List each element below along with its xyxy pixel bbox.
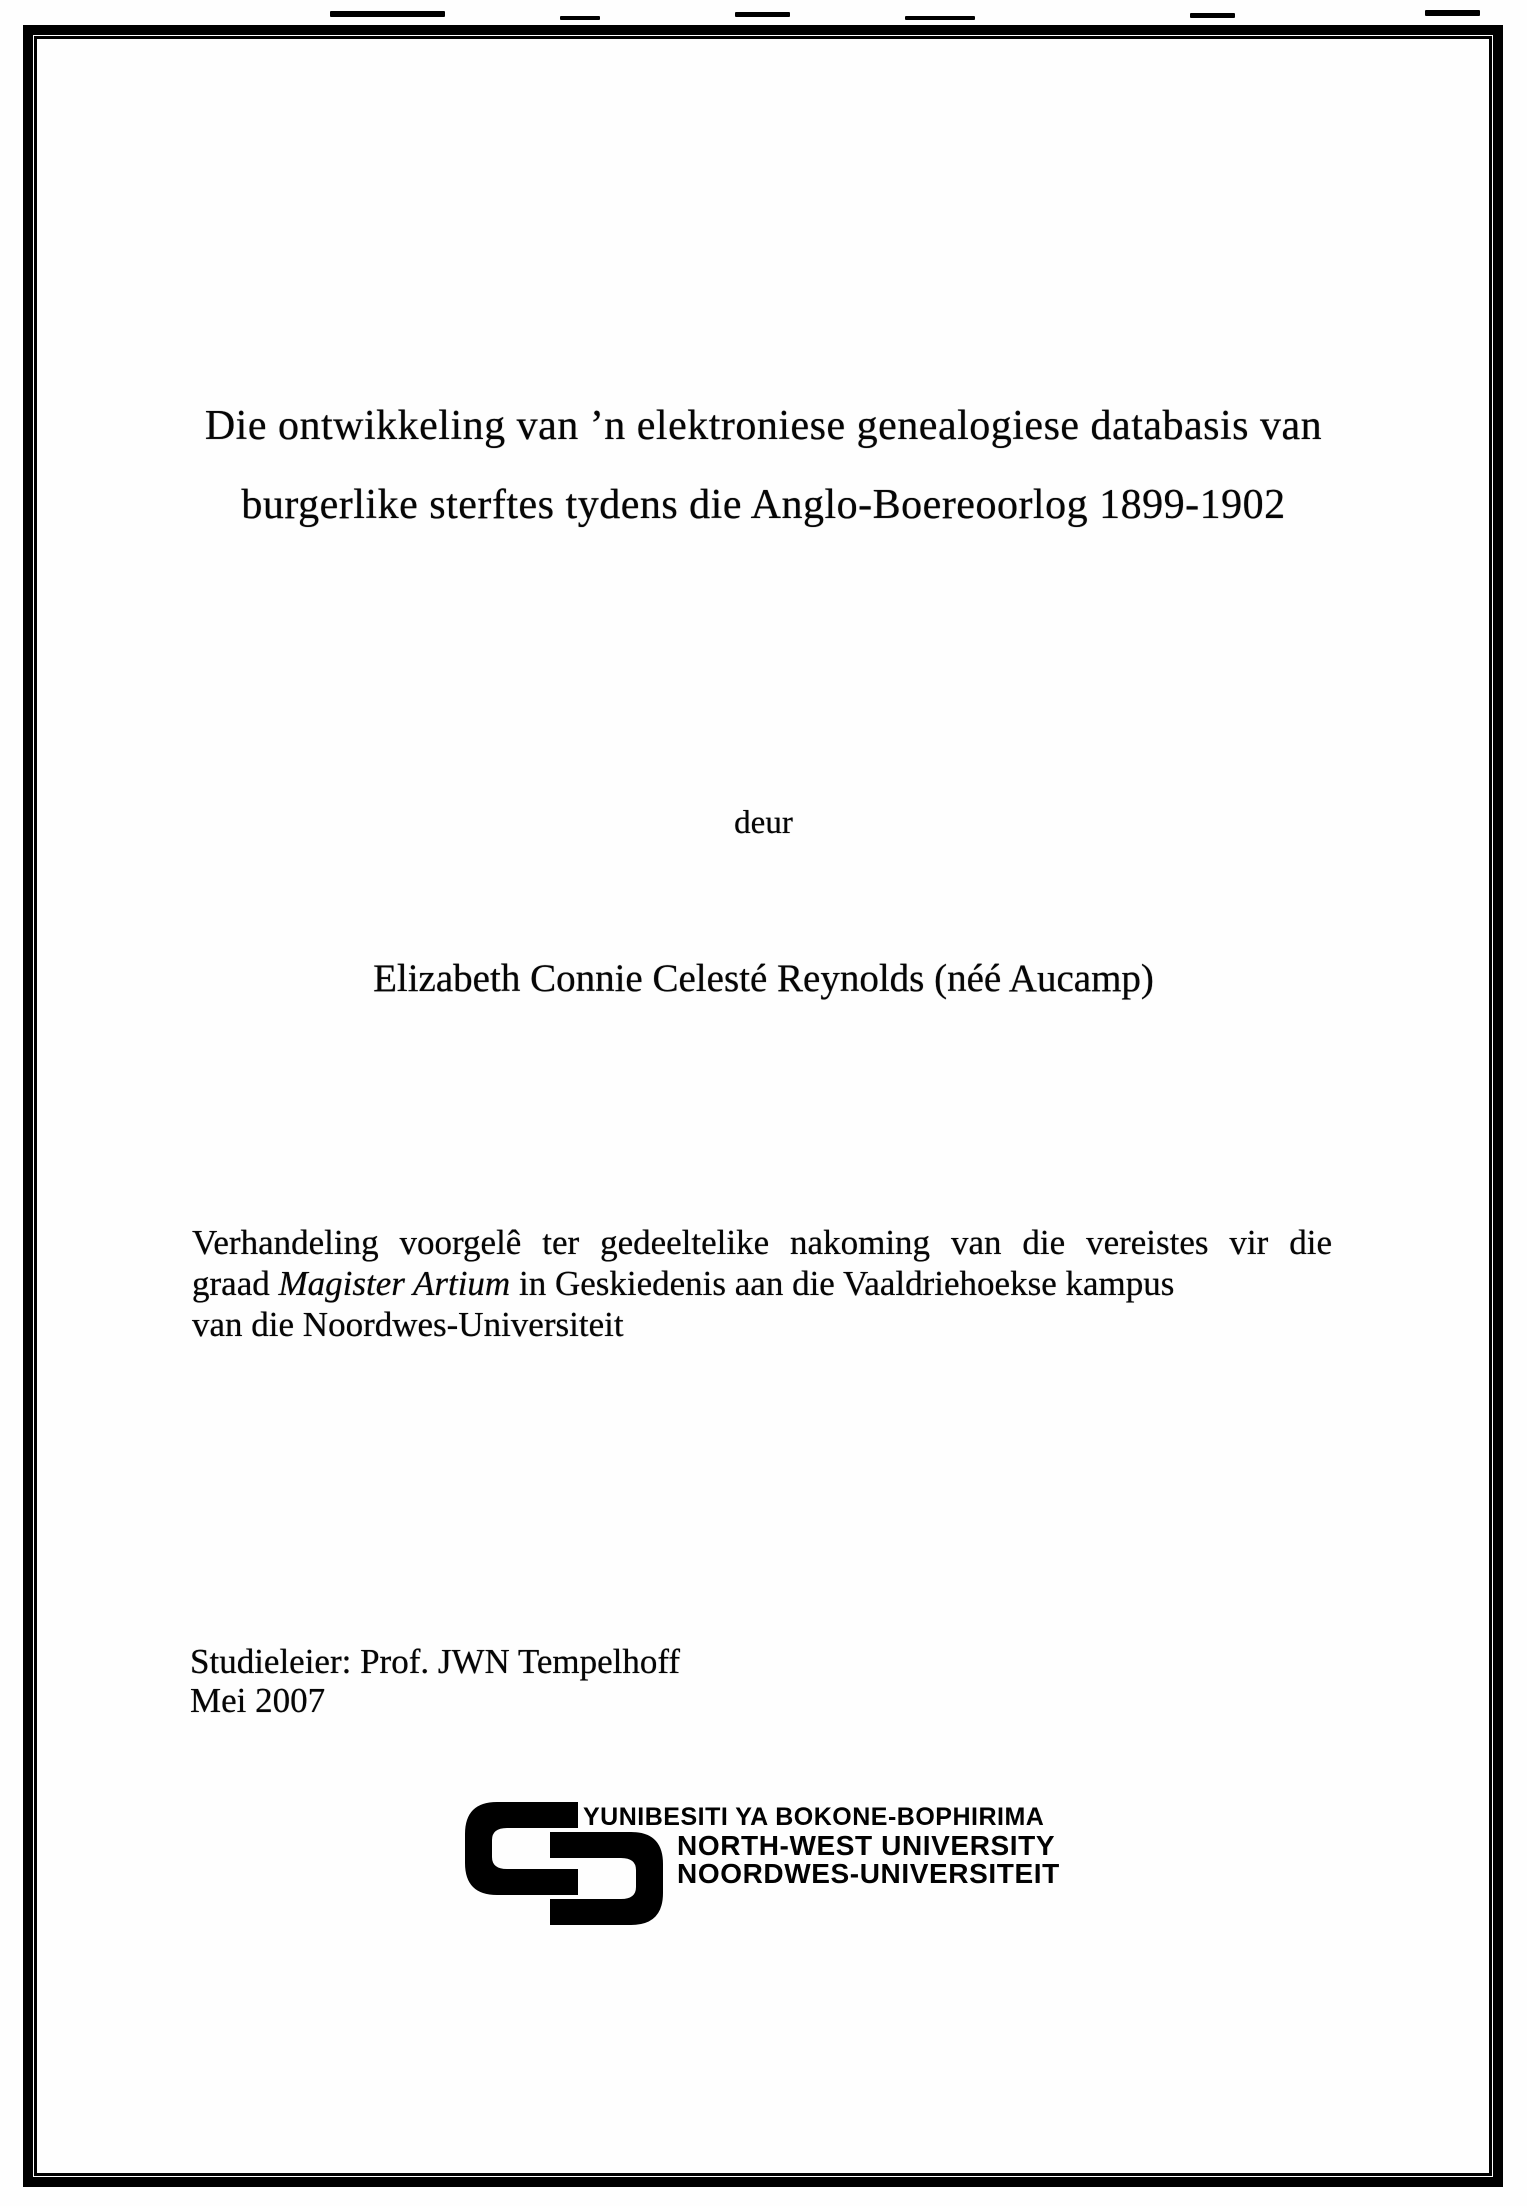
thesis-title	[0, 387, 1527, 545]
degree-statement-line2	[192, 1263, 1332, 1304]
scan-noise-mark	[560, 16, 600, 20]
scan-noise-mark	[905, 16, 975, 20]
degree-statement-line2-suffix: in Geskiedenis aan die Vaaldriehoekse kampus	[510, 1264, 1175, 1303]
logo-text-afrikaans: NOORDWES-UNIVERSITEIT	[677, 1858, 1060, 1889]
degree-statement-line1: Verhandeling voorgelê ter gedeeltelike nakoming van die vereistes vir die	[192, 1223, 1332, 1262]
scan-noise-mark	[735, 12, 790, 17]
logo-text-english: NORTH-WEST UNIVERSITY	[677, 1830, 1056, 1861]
degree-statement-line3: van die Noordwes-Universiteit	[192, 1305, 624, 1344]
university-logo-text	[583, 1802, 1060, 1888]
supervisor-and-date	[190, 1642, 680, 1720]
degree-name-italic: Magister Artium	[278, 1264, 511, 1303]
author-name: Elizabeth Connie Celesté Reynolds (néé Aucamp)	[373, 957, 1154, 1000]
supervisor-line: Studieleier: Prof. JWN Tempelhoff	[190, 1642, 681, 1681]
degree-statement	[192, 1222, 1332, 1345]
degree-statement-line2-prefix: graad	[192, 1264, 279, 1303]
scan-noise-mark	[1190, 13, 1235, 18]
thesis-title-line1: Die ontwikkeling van ’n elektroniese genealogiese databasis van	[204, 403, 1323, 449]
logo-text-setswana: YUNIBESITI YA BOKONE-BOPHIRIMA	[583, 1803, 1045, 1831]
byline: deur	[734, 805, 793, 841]
scan-noise-mark	[1425, 10, 1480, 16]
thesis-title-line2: burgerlike sterftes tydens die Anglo-Boereoorlog 1899-1902	[241, 482, 1286, 528]
scan-noise-mark	[330, 11, 445, 17]
date-line: Mei 2007	[190, 1681, 326, 1720]
